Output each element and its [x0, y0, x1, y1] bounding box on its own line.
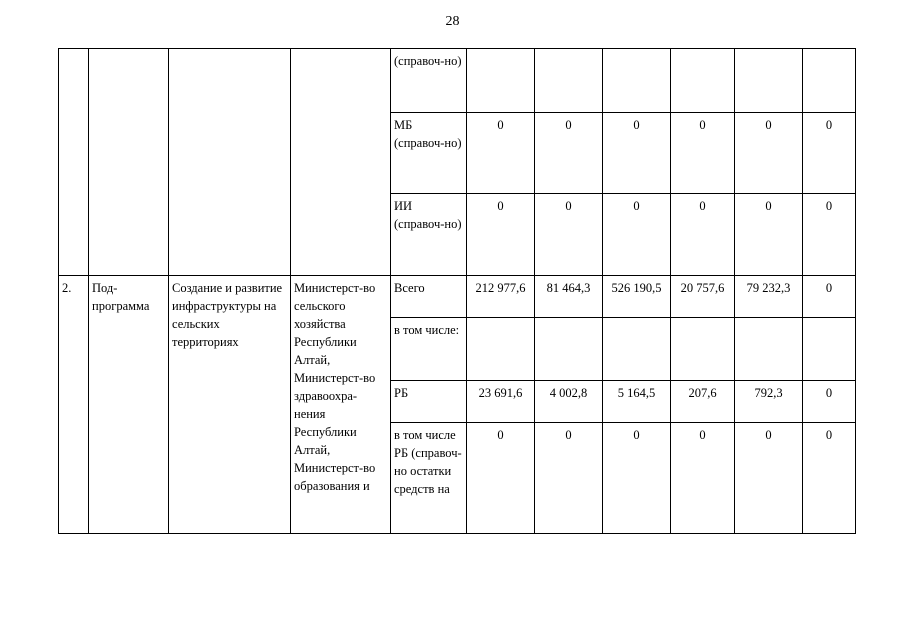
- value-cell: 0: [803, 381, 856, 423]
- value-cell: [603, 49, 671, 113]
- value-cell: 792,3: [735, 381, 803, 423]
- value-cell: 0: [535, 113, 603, 194]
- value-cell: 0: [535, 194, 603, 276]
- value-cell: 0: [467, 194, 535, 276]
- value-cell: 0: [735, 423, 803, 534]
- value-cell: 81 464,3: [535, 276, 603, 318]
- value-cell: 0: [467, 423, 535, 534]
- source-cell: РБ: [391, 381, 467, 423]
- table-row: [59, 276, 856, 318]
- source-cell: в том числе РБ (справоч-но остатки средств на: [391, 423, 467, 534]
- value-cell: [671, 49, 735, 113]
- value-cell: 526 190,5: [603, 276, 671, 318]
- subprogram-name: Создание и развитие инфраструктуры на сельских территориях: [169, 276, 291, 534]
- value-cell: [603, 318, 671, 381]
- table-row: [59, 49, 856, 113]
- value-cell: [467, 318, 535, 381]
- number-cell-empty: [59, 49, 89, 276]
- value-cell: 0: [671, 194, 735, 276]
- value-cell: 0: [803, 423, 856, 534]
- value-cell: 79 232,3: [735, 276, 803, 318]
- value-cell: 0: [603, 194, 671, 276]
- value-cell: 0: [803, 276, 856, 318]
- subprogram-type: Под-программа: [89, 276, 169, 534]
- value-cell: [535, 49, 603, 113]
- value-cell: [467, 49, 535, 113]
- budget-table: [58, 48, 856, 534]
- value-cell: [535, 318, 603, 381]
- source-cell: ИИ (справоч-но): [391, 194, 467, 276]
- value-cell: 0: [535, 423, 603, 534]
- value-cell: [735, 49, 803, 113]
- source-cell: Всего: [391, 276, 467, 318]
- value-cell: 0: [671, 423, 735, 534]
- type-cell-empty: [89, 49, 169, 276]
- value-cell: 20 757,6: [671, 276, 735, 318]
- value-cell: [803, 318, 856, 381]
- executor-cell-empty: [291, 49, 391, 276]
- value-cell: 0: [603, 423, 671, 534]
- value-cell: [671, 318, 735, 381]
- value-cell: 0: [803, 113, 856, 194]
- subprogram-number: 2.: [59, 276, 89, 534]
- value-cell: 0: [735, 194, 803, 276]
- value-cell: 0: [735, 113, 803, 194]
- source-cell: в том числе:: [391, 318, 467, 381]
- value-cell: 0: [603, 113, 671, 194]
- value-cell: 0: [671, 113, 735, 194]
- value-cell: [735, 318, 803, 381]
- value-cell: [803, 49, 856, 113]
- value-cell: 207,6: [671, 381, 735, 423]
- value-cell: 4 002,8: [535, 381, 603, 423]
- name-cell-empty: [169, 49, 291, 276]
- value-cell: 212 977,6: [467, 276, 535, 318]
- page-number: 28: [445, 14, 460, 29]
- value-cell: 5 164,5: [603, 381, 671, 423]
- value-cell: 23 691,6: [467, 381, 535, 423]
- source-cell: (справоч-но): [391, 49, 467, 113]
- subprogram-executor: Министерст-во сельского хозяйства Республики Алтай, Министерст-во здравоохра-нения Республики Алтай, Министерст-во образования и: [291, 276, 391, 534]
- source-cell: МБ (справоч-но): [391, 113, 467, 194]
- value-cell: 0: [467, 113, 535, 194]
- value-cell: 0: [803, 194, 856, 276]
